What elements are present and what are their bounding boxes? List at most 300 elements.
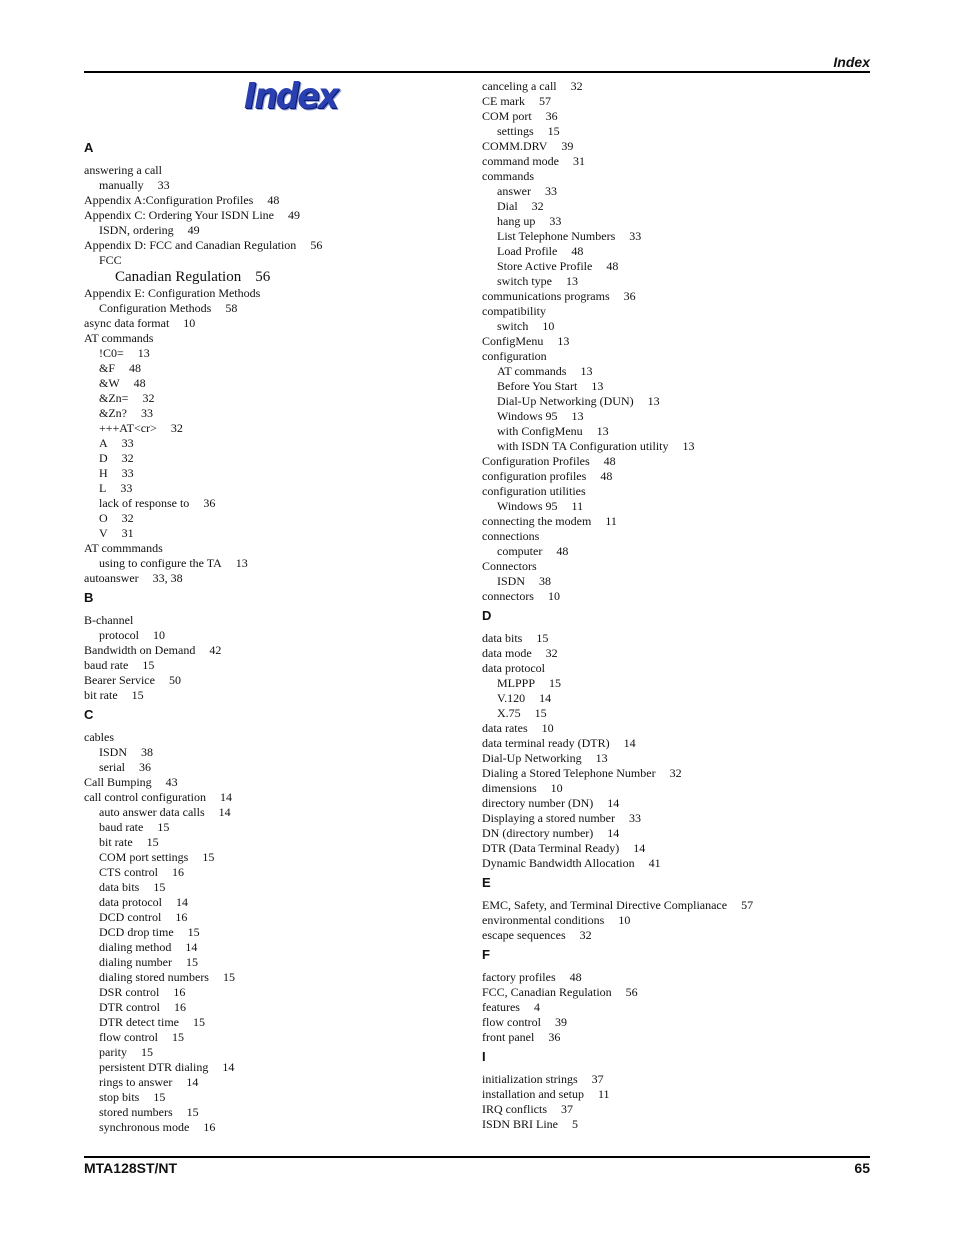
index-entry — [84, 955, 444, 970]
index-entry — [84, 805, 444, 820]
entry-term: Windows 95 — [497, 409, 558, 423]
index-entry — [482, 319, 862, 334]
entry-page-ref: 50 — [168, 673, 181, 687]
index-entry — [482, 1102, 862, 1117]
entry-term: O — [99, 511, 108, 525]
entry-term: ISDN — [497, 574, 526, 588]
entry-term: stop bits — [99, 1090, 140, 1104]
index-entry — [482, 394, 862, 409]
entry-page-ref: 15 — [153, 880, 166, 894]
entry-page-ref: 56 — [310, 238, 323, 252]
entry-page-ref: 13 — [571, 409, 584, 423]
entry-term: baud rate — [99, 820, 144, 834]
entry-term: Configuration Methods — [99, 301, 212, 315]
index-entry — [482, 721, 862, 736]
index-entry — [482, 424, 862, 439]
index-entry — [482, 928, 862, 943]
entry-term: CTS control — [99, 865, 158, 879]
entry-term: &F — [99, 361, 116, 375]
index-entry — [482, 661, 862, 676]
entry-term: FCC, Canadian Regulation — [482, 985, 612, 999]
index-entry — [482, 1087, 862, 1102]
index-entry — [482, 79, 862, 94]
entry-term: data protocol — [99, 895, 162, 909]
index-entry — [84, 760, 444, 775]
entry-term: Appendix D: FCC and Canadian Regulation — [84, 238, 297, 252]
entry-term: DN (directory number) — [482, 826, 594, 840]
entry-page-ref: 14 — [607, 826, 620, 840]
entry-page-ref: 15 — [186, 1105, 199, 1119]
index-entry — [84, 346, 444, 361]
entry-term: dialing stored numbers — [99, 970, 209, 984]
entry-page-ref: 33 — [120, 481, 133, 495]
index-entry — [482, 781, 862, 796]
entry-page-ref: 36 — [548, 1030, 561, 1044]
index-entry — [84, 331, 444, 346]
entry-term: flow control — [99, 1030, 158, 1044]
index-entry — [482, 1117, 862, 1132]
index-entry — [482, 766, 862, 781]
entry-term: data protocol — [482, 661, 545, 675]
index-entry — [482, 139, 862, 154]
entry-term: commands — [482, 169, 534, 183]
index-entry — [84, 451, 444, 466]
index-entry — [84, 865, 444, 880]
entry-term: +++AT<cr> — [99, 421, 157, 435]
entry-page-ref: 10 — [183, 316, 196, 330]
entry-page-ref: 15 — [185, 955, 198, 969]
index-entry — [482, 559, 862, 574]
entry-term: answering a call — [84, 163, 162, 177]
entry-page-ref: 15 — [142, 658, 155, 672]
entry-page-ref: 14 — [175, 895, 188, 909]
index-entry — [482, 1000, 862, 1015]
entry-term: configuration profiles — [482, 469, 587, 483]
index-title: Index — [244, 74, 338, 117]
index-entry — [84, 925, 444, 940]
index-entry — [482, 985, 862, 1000]
entry-page-ref: 14 — [607, 796, 620, 810]
index-entry — [482, 169, 862, 184]
entry-page-ref: 13 — [557, 334, 570, 348]
index-entry — [84, 985, 444, 1000]
index-entry — [482, 646, 862, 661]
index-entry — [482, 796, 862, 811]
entry-page-ref: 48 — [603, 454, 616, 468]
index-entry — [482, 826, 862, 841]
index-entry — [84, 391, 444, 406]
index-entry — [482, 334, 862, 349]
entry-term: data rates — [482, 721, 528, 735]
entry-page-ref: 14 — [222, 1060, 235, 1074]
entry-term: &Zn? — [99, 406, 127, 420]
index-entry — [84, 541, 444, 556]
entry-page-ref: 49 — [187, 223, 200, 237]
entry-term: X.75 — [497, 706, 521, 720]
entry-page-ref: 31 — [572, 154, 585, 168]
index-entry — [84, 643, 444, 658]
entry-page-ref: 13 — [137, 346, 150, 360]
entry-term: DTR detect time — [99, 1015, 179, 1029]
index-column-left — [84, 136, 444, 1135]
entry-term: Bandwidth on Demand — [84, 643, 196, 657]
index-entry — [84, 730, 444, 745]
index-entry — [84, 835, 444, 850]
entry-term: command mode — [482, 154, 559, 168]
index-entry — [84, 880, 444, 895]
section-letter: E — [482, 875, 491, 890]
entry-page-ref: 10 — [550, 781, 563, 795]
index-entry — [84, 1015, 444, 1030]
entry-term: lack of response to — [99, 496, 190, 510]
entry-page-ref: 33 — [121, 466, 134, 480]
entry-term: synchronous mode — [99, 1120, 190, 1134]
entry-page-ref: 11 — [597, 1087, 610, 1101]
entry-term: dialing number — [99, 955, 172, 969]
entry-term: async data format — [84, 316, 170, 330]
entry-page-ref: 16 — [174, 1000, 186, 1014]
index-entry — [84, 658, 444, 673]
entry-page-ref: 14 — [633, 841, 646, 855]
entry-page-ref: 16 — [203, 1120, 216, 1134]
entry-term: switch type — [497, 274, 552, 288]
entry-page-ref: 36 — [623, 289, 636, 303]
index-entry — [482, 364, 862, 379]
entry-term: DCD control — [99, 910, 162, 924]
entry-page-ref: 31 — [121, 526, 134, 540]
entry-page-ref: 14 — [539, 691, 552, 705]
entry-page-ref: 48 — [571, 244, 584, 258]
entry-term: serial — [99, 760, 125, 774]
entry-term: switch — [497, 319, 529, 333]
entry-page-ref: 14 — [186, 1075, 199, 1089]
index-entry — [84, 178, 444, 193]
index-entry — [84, 571, 444, 586]
index-entry — [482, 514, 862, 529]
entry-page-ref: 56 — [255, 269, 271, 285]
index-entry — [84, 421, 444, 436]
index-entry — [84, 688, 444, 703]
entry-page-ref: 49 — [288, 208, 300, 222]
index-entry — [482, 631, 862, 646]
entry-page-ref: 10 — [153, 628, 165, 642]
index-entry — [84, 511, 444, 526]
index-entry — [84, 613, 444, 628]
entry-term: Before You Start — [497, 379, 578, 393]
index-entry — [84, 1120, 444, 1135]
index-entry — [84, 1030, 444, 1045]
entry-page-ref: 14 — [218, 805, 231, 819]
entry-term: List Telephone Numbers — [497, 229, 616, 243]
entry-term: Dial-Up Networking — [482, 751, 582, 765]
index-entry — [482, 913, 862, 928]
index-entry — [84, 1090, 444, 1105]
entry-page-ref: 48 — [129, 361, 142, 375]
entry-page-ref: 15 — [172, 1030, 184, 1044]
entry-page-ref: 15 — [153, 1090, 166, 1104]
entry-term: AT commands — [497, 364, 567, 378]
index-entry — [482, 589, 862, 604]
entry-page-ref: 32 — [170, 421, 183, 435]
index-entry — [482, 544, 862, 559]
entry-page-ref: 36 — [139, 760, 151, 774]
index-entry — [482, 274, 862, 289]
entry-term: flow control — [482, 1015, 541, 1029]
entry-term: H — [99, 466, 108, 480]
entry-page-ref: 13 — [580, 364, 593, 378]
entry-term: Configuration Profiles — [482, 454, 590, 468]
entry-term: connections — [482, 529, 540, 543]
index-entry — [482, 199, 862, 214]
index-entry — [84, 376, 444, 391]
entry-term: features — [482, 1000, 520, 1014]
entry-page-ref: 38 — [141, 745, 154, 759]
index-entry — [84, 850, 444, 865]
entry-page-ref: 48 — [600, 469, 613, 483]
entry-term: settings — [497, 124, 534, 138]
index-entry — [84, 628, 444, 643]
entry-term: data bits — [482, 631, 523, 645]
entry-page-ref: 16 — [173, 985, 186, 999]
entry-term: AT commmands — [84, 541, 163, 555]
index-entry — [84, 673, 444, 688]
entry-term: data terminal ready (DTR) — [482, 736, 610, 750]
entry-term: dialing method — [99, 940, 172, 954]
index-entry — [482, 349, 862, 364]
entry-page-ref: 13 — [566, 274, 578, 288]
entry-term: dimensions — [482, 781, 537, 795]
entry-page-ref: 32 — [669, 766, 682, 780]
entry-page-ref: 36 — [545, 109, 558, 123]
index-entry — [482, 691, 862, 706]
index-entry — [84, 193, 444, 208]
index-entry — [84, 208, 444, 223]
entry-page-ref: 15 — [187, 925, 200, 939]
entry-term: environmental conditions — [482, 913, 605, 927]
entry-term: manually — [99, 178, 144, 192]
entry-page-ref: 13 — [235, 556, 248, 570]
section-letter: F — [482, 947, 490, 962]
entry-term: protocol — [99, 628, 139, 642]
entry-page-ref: 33 — [157, 178, 170, 192]
entry-term: cables — [84, 730, 114, 744]
entry-page-ref: 57 — [741, 898, 754, 912]
entry-page-ref: 10 — [547, 589, 560, 603]
index-entry — [84, 790, 444, 805]
entry-page-ref: 39 — [555, 1015, 567, 1029]
entry-term: DTR control — [99, 1000, 160, 1014]
entry-page-ref: 42 — [209, 643, 222, 657]
entry-page-ref: 32 — [121, 511, 134, 525]
index-entry — [84, 496, 444, 511]
index-entry — [84, 163, 444, 178]
entry-term: compatibility — [482, 304, 546, 318]
index-entry — [482, 856, 862, 871]
entry-term: EMC, Safety, and Terminal Directive Complianace — [482, 898, 728, 912]
section-letter: D — [482, 608, 492, 623]
entry-term: Load Profile — [497, 244, 558, 258]
index-entry — [84, 556, 444, 571]
index-entry — [482, 811, 862, 826]
index-entry — [84, 820, 444, 835]
entry-page-ref: 15 — [534, 706, 547, 720]
index-entry — [84, 1075, 444, 1090]
entry-term: data mode — [482, 646, 532, 660]
index-entry — [482, 751, 862, 766]
index-entry — [482, 229, 862, 244]
index-entry — [482, 259, 862, 274]
entry-term: canceling a call — [482, 79, 557, 93]
index-entry — [482, 736, 862, 751]
entry-term: ConfigMenu — [482, 334, 544, 348]
entry-term: DSR control — [99, 985, 160, 999]
entry-term: using to configure the TA — [99, 556, 222, 570]
entry-page-ref: 33 — [549, 214, 562, 228]
index-entry — [482, 841, 862, 856]
entry-term: Appendix E: Configuration Methods — [84, 286, 261, 300]
entry-term: Store Active Profile — [497, 259, 593, 273]
entry-term: parity — [99, 1045, 127, 1059]
entry-term: bit rate — [99, 835, 133, 849]
entry-term: data bits — [99, 880, 140, 894]
index-entry — [84, 301, 444, 316]
running-head: Index — [833, 54, 870, 70]
entry-term: &Zn= — [99, 391, 129, 405]
entry-term: COM port — [482, 109, 532, 123]
entry-term: Appendix A:Configuration Profiles — [84, 193, 254, 207]
entry-page-ref: 5 — [572, 1117, 578, 1131]
index-entry — [482, 1015, 862, 1030]
entry-term: ISDN BRI Line — [482, 1117, 558, 1131]
index-entry — [482, 706, 862, 721]
index-entry — [482, 676, 862, 691]
index-entry — [84, 745, 444, 760]
entry-term: Canadian Regulation — [115, 269, 242, 285]
entry-page-ref: 10 — [618, 913, 631, 927]
entry-term: configuration utilities — [482, 484, 586, 498]
entry-term: MLPPP — [497, 676, 536, 690]
entry-page-ref: 16 — [172, 865, 184, 879]
index-entry — [84, 970, 444, 985]
index-entry — [482, 409, 862, 424]
entry-page-ref: 11 — [605, 514, 617, 528]
entry-term: computer — [497, 544, 543, 558]
index-entry — [84, 526, 444, 541]
entry-term: ISDN, ordering — [99, 223, 174, 237]
index-entry — [482, 154, 862, 169]
entry-term: factory profiles — [482, 970, 556, 984]
index-entry — [482, 469, 862, 484]
index-entry — [84, 238, 444, 253]
entry-term: autoanswer — [84, 571, 139, 585]
section-letter: A — [84, 140, 94, 155]
entry-page-ref: 48 — [606, 259, 619, 273]
index-entry — [482, 184, 862, 199]
section-letter: I — [482, 1049, 486, 1064]
entry-term: escape sequences — [482, 928, 566, 942]
entry-term: &W — [99, 376, 120, 390]
entry-term: V.120 — [497, 691, 526, 705]
entry-page-ref: 14 — [185, 940, 198, 954]
entry-page-ref: 13 — [595, 751, 608, 765]
entry-page-ref: 56 — [625, 985, 638, 999]
index-entry — [482, 454, 862, 469]
entry-term: with ConfigMenu — [497, 424, 583, 438]
entry-page-ref: 14 — [219, 790, 232, 804]
entry-term: IRQ conflicts — [482, 1102, 547, 1116]
entry-term: DTR (Data Terminal Ready) — [482, 841, 620, 855]
section-letter: B — [84, 590, 94, 605]
entry-page-ref: 14 — [623, 736, 636, 750]
entry-page-ref: 33 — [628, 811, 641, 825]
entry-term: persistent DTR dialing — [99, 1060, 209, 1074]
footer-page-number: 65 — [854, 1160, 870, 1176]
entry-term: configuration — [482, 349, 547, 363]
entry-page-ref: 33 — [544, 184, 557, 198]
index-entry — [84, 268, 444, 286]
entry-term: Windows 95 — [497, 499, 558, 513]
index-entry — [482, 484, 862, 499]
entry-term: !C0= — [99, 346, 124, 360]
entry-page-ref: 57 — [539, 94, 551, 108]
entry-term: Dial — [497, 199, 518, 213]
entry-page-ref: 41 — [648, 856, 661, 870]
index-entry — [84, 910, 444, 925]
entry-page-ref: 15 — [192, 1015, 205, 1029]
entry-page-ref: 32 — [121, 451, 134, 465]
entry-term: ISDN — [99, 745, 128, 759]
entry-term: D — [99, 451, 108, 465]
entry-page-ref: 32 — [579, 928, 592, 942]
index-entry — [482, 304, 862, 319]
entry-page-ref: 32 — [142, 391, 155, 405]
entry-page-ref: 15 — [146, 835, 159, 849]
entry-page-ref: 33 — [629, 229, 642, 243]
entry-term: baud rate — [84, 658, 129, 672]
entry-page-ref: 39 — [561, 139, 574, 153]
entry-page-ref: 10 — [541, 721, 554, 735]
entry-page-ref: 13 — [647, 394, 660, 408]
entry-page-ref: 32 — [531, 199, 544, 213]
index-entry — [84, 223, 444, 238]
index-entry — [84, 1060, 444, 1075]
index-entry — [482, 124, 862, 139]
entry-page-ref: 13 — [682, 439, 695, 453]
entry-term: rings to answer — [99, 1075, 173, 1089]
entry-page-ref: 32 — [570, 79, 583, 93]
entry-page-ref: 15 — [141, 1045, 153, 1059]
entry-page-ref: 15 — [202, 850, 215, 864]
entry-term: communications programs — [482, 289, 610, 303]
entry-page-ref: 4 — [533, 1000, 540, 1014]
index-entry — [84, 1000, 444, 1015]
entry-term: connecting the modem — [482, 514, 592, 528]
entry-page-ref: 37 — [561, 1102, 573, 1116]
entry-term: Call Bumping — [84, 775, 152, 789]
index-entry — [482, 244, 862, 259]
index-entry — [84, 316, 444, 331]
index-entry — [482, 94, 862, 109]
entry-term: hang up — [497, 214, 536, 228]
entry-term: auto answer data calls — [99, 805, 205, 819]
entry-page-ref: 16 — [175, 910, 188, 924]
entry-page-ref: 48 — [133, 376, 146, 390]
entry-term: bit rate — [84, 688, 118, 702]
entry-term: initialization strings — [482, 1072, 578, 1086]
index-entry — [84, 895, 444, 910]
index-entry — [482, 439, 862, 454]
entry-page-ref: 38 — [539, 574, 552, 588]
